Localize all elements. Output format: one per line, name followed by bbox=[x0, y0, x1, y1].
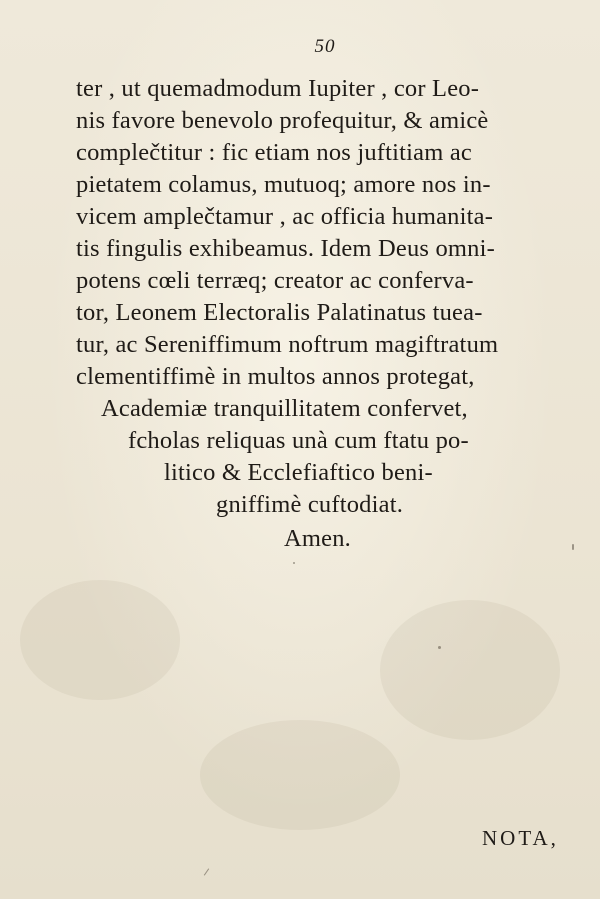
ink-speck bbox=[204, 868, 209, 875]
text-line: tis fingulis exhibeamus. Idem Deus omni- bbox=[76, 235, 495, 262]
page-number: 50 bbox=[314, 36, 336, 57]
text-line: nis favore benevolo profequitur, & amicè bbox=[76, 107, 489, 134]
text-line: vicem amplečtamur , ac officia humanita- bbox=[76, 203, 494, 230]
text-line: fcholas reliquas unà cum ftatu po- bbox=[128, 427, 469, 454]
text-line: Amen. bbox=[284, 525, 351, 552]
paper-stain bbox=[380, 600, 560, 740]
text-line: ter , ut quemadmodum Iupiter , cor Leo- bbox=[76, 75, 480, 102]
text-line: Academiæ tranquillitatem confervet, bbox=[101, 395, 468, 422]
catchword: NOTA, bbox=[482, 826, 559, 850]
paper-stain bbox=[20, 580, 180, 700]
text-line: pietatem colamus, mutuoq; amore nos in- bbox=[76, 171, 491, 198]
text-line: tur, ac Sereniffimum noftrum magiftratum bbox=[76, 331, 499, 358]
ink-speck bbox=[438, 646, 441, 649]
paper-stain bbox=[200, 720, 400, 830]
text-line: litico & Ecclefiaftico beni- bbox=[164, 459, 433, 486]
text-line: clementiffimè in multos annos protegat, bbox=[76, 363, 475, 390]
text-line: tor, Leonem Electoralis Palatinatus tuea- bbox=[76, 299, 483, 326]
ink-speck bbox=[293, 562, 295, 564]
text-line: complečtitur : fic etiam nos juftitiam ac bbox=[76, 139, 472, 166]
text-line: gniffimè cuftodiat. bbox=[216, 491, 404, 518]
ink-speck bbox=[572, 544, 574, 550]
text-line: potens cœli terræq; creator ac conferva- bbox=[76, 267, 474, 294]
